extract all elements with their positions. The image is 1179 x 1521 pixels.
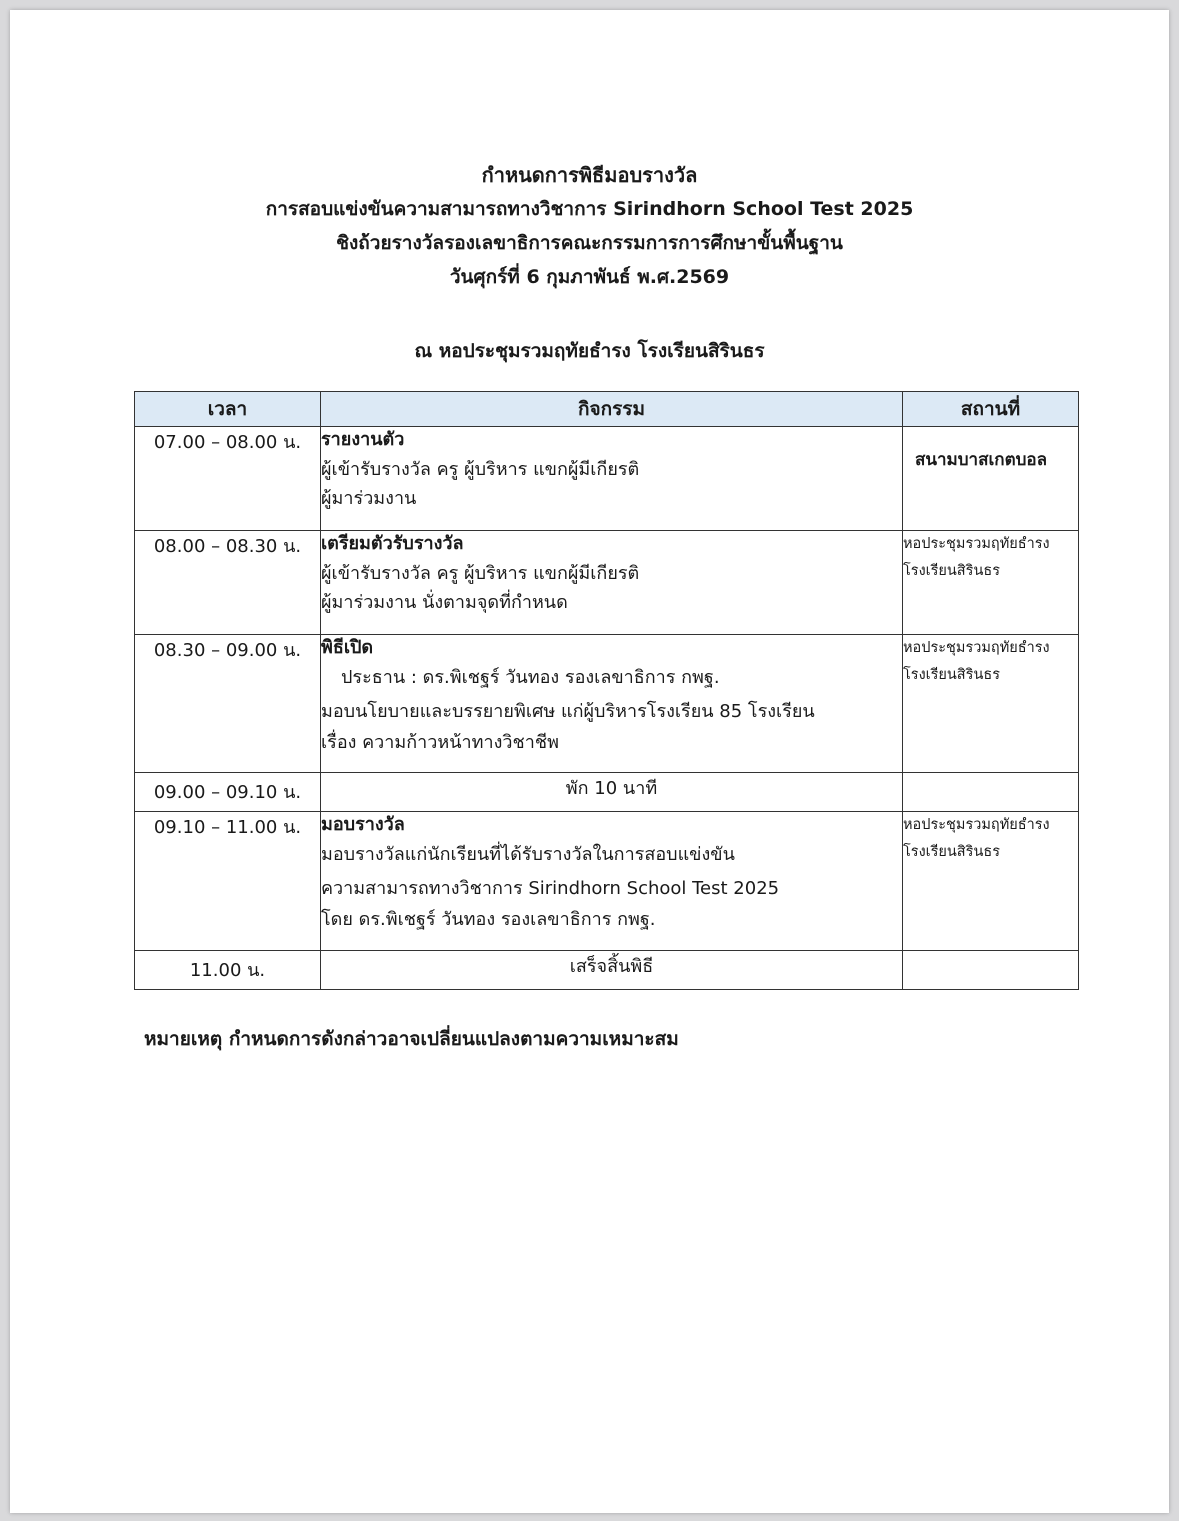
row-activity — [321, 812, 903, 951]
activity-detail: มอบรางวัลแก่นักเรียนที่ได้รับรางวัลในการสอบแข่งขัน — [321, 844, 735, 865]
row-time: 09.00 – 09.10 น. — [135, 773, 321, 812]
row-time: 07.00 – 08.00 น. — [135, 427, 321, 531]
activity-title: เตรียมตัวรับรางวัล — [321, 533, 464, 554]
activity-detail: ผู้มาร่วมงาน — [321, 488, 417, 509]
table-row — [135, 635, 1079, 773]
activity-detail: เรื่อง ความก้าวหน้าทางวิชาชีพ — [321, 732, 559, 753]
document-page — [10, 10, 1169, 1513]
column-header-activity: กิจกรรม — [321, 392, 903, 427]
place-line: โรงเรียนสิรินธร — [903, 563, 1000, 579]
row-place — [903, 773, 1079, 812]
place-line: โรงเรียนสิรินธร — [903, 844, 1000, 860]
activity-title: รายงานตัว — [321, 429, 405, 450]
activity-detail: ประธาน : ดร.พิเชฐร์ วันทอง รองเลขาธิการ กพฐ. — [341, 667, 720, 688]
activity-detail: มอบนโยบายและบรรยายพิเศษ แก่ผู้บริหารโรงเรียน 85 โรงเรียน — [321, 701, 815, 722]
event-venue: ณ หอประชุมรวมฤทัยธำรง โรงเรียนสิรินธร — [414, 340, 765, 362]
row-time: 08.00 – 08.30 น. — [135, 531, 321, 635]
row-time: 11.00 น. — [135, 951, 321, 990]
footnote: หมายเหตุ กำหนดการดังกล่าวอาจเปลี่ยนแปลงตามความเหมาะสม — [144, 1028, 679, 1050]
table-row — [135, 531, 1079, 635]
row-activity: พัก 10 นาที — [321, 773, 903, 812]
row-activity — [321, 531, 903, 635]
event-date: วันศุกร์ที่ 6 กุมภาพันธ์ พ.ศ.2569 — [449, 266, 730, 288]
table-row — [135, 951, 1079, 990]
place-line: หอประชุมรวมฤทัยธำรง — [903, 536, 1050, 552]
competition-name: การสอบแข่งขันความสามารถทางวิชาการ Sirindhorn School Test 2025 — [265, 198, 914, 220]
activity-title: มอบรางวัล — [321, 814, 405, 835]
row-place — [903, 951, 1079, 990]
column-header-time: เวลา — [135, 392, 321, 427]
place-line: หอประชุมรวมฤทัยธำรง — [903, 640, 1050, 656]
row-place — [903, 531, 1079, 635]
place-line: โรงเรียนสิรินธร — [903, 667, 1000, 683]
row-time: 08.30 – 09.00 น. — [135, 635, 321, 773]
row-time: 09.10 – 11.00 น. — [135, 812, 321, 951]
table-row — [135, 773, 1079, 812]
activity-detail: ผู้มาร่วมงาน นั่งตามจุดที่กำหนด — [321, 592, 568, 613]
activity-title: พิธีเปิด — [321, 637, 374, 658]
row-activity: เสร็จสิ้นพิธี — [321, 951, 903, 990]
activity-detail: ผู้เข้ารับรางวัล ครู ผู้บริหาร แขกผู้มีเกียรติ — [321, 563, 640, 584]
table-header-row — [135, 392, 1079, 427]
table-row — [135, 427, 1079, 531]
document-header — [10, 158, 1169, 294]
schedule-table — [134, 391, 1079, 990]
row-place — [903, 427, 1079, 531]
row-place — [903, 635, 1079, 773]
activity-detail: โดย ดร.พิเชฐร์ วันทอง รองเลขาธิการ กพฐ. — [321, 909, 656, 930]
column-header-place: สถานที่ — [903, 392, 1079, 427]
row-place — [903, 812, 1079, 951]
place-text: สนามบาสเกตบอล — [915, 450, 1048, 470]
activity-detail: ความสามารถทางวิชาการ Sirindhorn School Test 2025 — [321, 878, 780, 899]
place-line: หอประชุมรวมฤทัยธำรง — [903, 817, 1050, 833]
row-activity — [321, 427, 903, 531]
table-row — [135, 812, 1079, 951]
trophy-line: ชิงถ้วยรางวัลรองเลขาธิการคณะกรรมการการศึกษาขั้นพื้นฐาน — [336, 232, 843, 254]
activity-detail: ผู้เข้ารับรางวัล ครู ผู้บริหาร แขกผู้มีเกียรติ — [321, 459, 640, 480]
document-title: กำหนดการพิธีมอบรางวัล — [481, 163, 698, 187]
row-activity — [321, 635, 903, 773]
